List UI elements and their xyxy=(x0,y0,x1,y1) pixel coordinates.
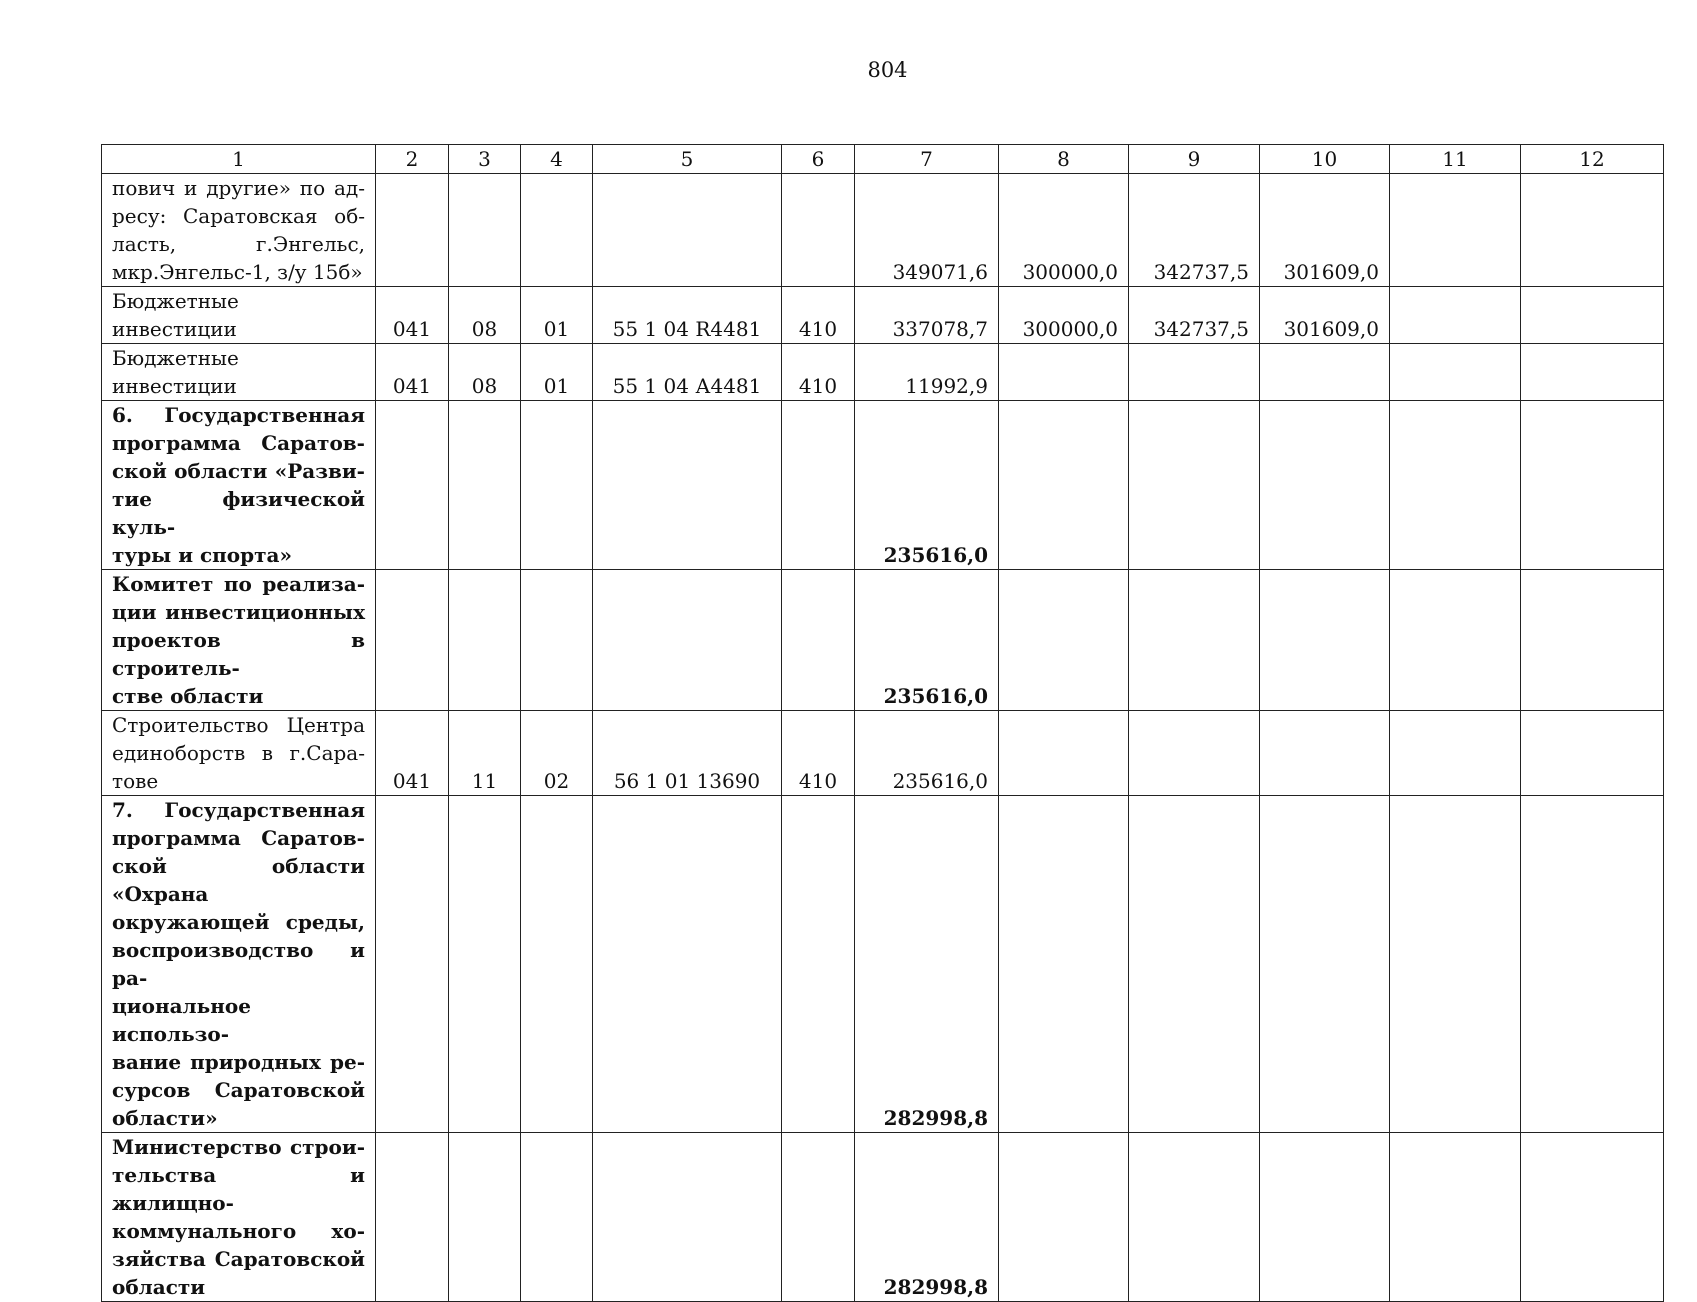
cell-col-9 xyxy=(1129,711,1260,796)
table-row xyxy=(102,287,1664,344)
cell-col-7: 235616,0 xyxy=(855,711,999,796)
cell-col-9 xyxy=(1129,570,1260,711)
cell-col-3 xyxy=(449,401,521,570)
cell-col-7: 235616,0 xyxy=(855,570,999,711)
cell-col-11 xyxy=(1390,401,1521,570)
description-line: вание природных ре- xyxy=(112,1050,365,1074)
cell-col-10 xyxy=(1260,796,1390,1133)
cell-col-6: 410 xyxy=(782,287,855,344)
cell-col-12 xyxy=(1521,174,1664,287)
cell-col-12 xyxy=(1521,570,1664,711)
cell-col-8 xyxy=(999,711,1129,796)
row-description xyxy=(102,796,376,1133)
description-line: Комитет по реализа- xyxy=(112,572,365,596)
cell-col-2: 041 xyxy=(376,711,449,796)
cell-col-10: 301609,0 xyxy=(1260,174,1390,287)
cell-col-6: 410 xyxy=(782,344,855,401)
cell-col-12 xyxy=(1521,287,1664,344)
cell-col-4 xyxy=(521,796,593,1133)
cell-col-2 xyxy=(376,401,449,570)
cell-col-5 xyxy=(593,174,782,287)
cell-col-4: 01 xyxy=(521,287,593,344)
description-line: тове xyxy=(112,769,159,793)
cell-col-3: 08 xyxy=(449,344,521,401)
cell-col-5: 56 1 01 13690 xyxy=(593,711,782,796)
table-row xyxy=(102,711,1664,796)
cell-col-12 xyxy=(1521,796,1664,1133)
cell-col-9: 342737,5 xyxy=(1129,287,1260,344)
cell-col-2: 041 xyxy=(376,344,449,401)
description-line: стве области xyxy=(112,684,264,708)
row-description xyxy=(102,711,376,796)
cell-col-7: 349071,6 xyxy=(855,174,999,287)
cell-col-6 xyxy=(782,401,855,570)
description-line: ции инвестиционных xyxy=(112,600,365,624)
cell-col-9 xyxy=(1129,344,1260,401)
cell-col-4 xyxy=(521,570,593,711)
description-line: единоборств в г.Сара- xyxy=(112,741,365,765)
cell-col-2 xyxy=(376,796,449,1133)
cell-col-8 xyxy=(999,344,1129,401)
cell-col-3: 11 xyxy=(449,711,521,796)
column-number-1: 1 xyxy=(102,145,376,174)
cell-col-4 xyxy=(521,174,593,287)
row-description xyxy=(102,570,376,711)
cell-col-2 xyxy=(376,570,449,711)
description-line: области xyxy=(112,1275,206,1299)
description-line: Бюджетные инвестиции xyxy=(112,346,239,398)
cell-col-8: 300000,0 xyxy=(999,287,1129,344)
column-number-5: 5 xyxy=(593,145,782,174)
description-line: ской области «Охрана xyxy=(112,854,365,906)
cell-col-8 xyxy=(999,401,1129,570)
cell-col-11 xyxy=(1390,796,1521,1133)
cell-col-8 xyxy=(999,570,1129,711)
description-line: Строительство Центра xyxy=(112,713,365,737)
table-row xyxy=(102,401,1664,570)
cell-col-3 xyxy=(449,570,521,711)
description-line: 7. Государственная xyxy=(112,798,365,822)
cell-col-4 xyxy=(521,1133,593,1302)
cell-col-9 xyxy=(1129,796,1260,1133)
cell-col-9: 342737,5 xyxy=(1129,174,1260,287)
cell-col-10 xyxy=(1260,401,1390,570)
column-number-12: 12 xyxy=(1521,145,1664,174)
description-line: ресу: Саратовская об- xyxy=(112,204,365,228)
description-line: Бюджетные инвестиции xyxy=(112,289,239,341)
cell-col-7: 282998,8 xyxy=(855,796,999,1133)
cell-col-10: 301609,0 xyxy=(1260,287,1390,344)
cell-col-11 xyxy=(1390,174,1521,287)
cell-col-10 xyxy=(1260,570,1390,711)
description-line: циональное использо- xyxy=(112,994,251,1046)
cell-col-8 xyxy=(999,1133,1129,1302)
budget-table xyxy=(101,144,1664,1302)
cell-col-4: 01 xyxy=(521,344,593,401)
cell-col-9 xyxy=(1129,1133,1260,1302)
column-number-10: 10 xyxy=(1260,145,1390,174)
cell-col-10 xyxy=(1260,1133,1390,1302)
description-line: программа Саратов- xyxy=(112,431,365,455)
column-number-4: 4 xyxy=(521,145,593,174)
description-line: Министерство строи- xyxy=(112,1135,365,1159)
cell-col-11 xyxy=(1390,570,1521,711)
description-line: области» xyxy=(112,1106,218,1130)
column-number-6: 6 xyxy=(782,145,855,174)
cell-col-12 xyxy=(1521,344,1664,401)
cell-col-5 xyxy=(593,570,782,711)
row-description xyxy=(102,287,376,344)
cell-col-12 xyxy=(1521,1133,1664,1302)
column-number-7: 7 xyxy=(855,145,999,174)
description-line: ласть, г.Энгельс, xyxy=(112,232,365,256)
cell-col-11 xyxy=(1390,711,1521,796)
description-line: зяйства Саратовской xyxy=(112,1247,365,1271)
cell-col-5 xyxy=(593,401,782,570)
table-row xyxy=(102,344,1664,401)
cell-col-3 xyxy=(449,174,521,287)
description-line: проектов в строитель- xyxy=(112,628,365,680)
description-line: туры и спорта» xyxy=(112,543,292,567)
cell-col-3: 08 xyxy=(449,287,521,344)
cell-col-7: 282998,8 xyxy=(855,1133,999,1302)
cell-col-6 xyxy=(782,1133,855,1302)
column-number-11: 11 xyxy=(1390,145,1521,174)
cell-col-5: 55 1 04 А4481 xyxy=(593,344,782,401)
cell-col-8: 300000,0 xyxy=(999,174,1129,287)
cell-col-2 xyxy=(376,174,449,287)
cell-col-5 xyxy=(593,1133,782,1302)
table-row xyxy=(102,174,1664,287)
cell-col-3 xyxy=(449,796,521,1133)
cell-col-4 xyxy=(521,401,593,570)
description-line: ской области «Разви- xyxy=(112,459,365,483)
column-number-3: 3 xyxy=(449,145,521,174)
description-line: окружающей среды, xyxy=(112,910,365,934)
description-line: коммунального хо- xyxy=(112,1219,365,1243)
cell-col-3 xyxy=(449,1133,521,1302)
cell-col-10 xyxy=(1260,344,1390,401)
description-line: программа Саратов- xyxy=(112,826,365,850)
table-row xyxy=(102,796,1664,1133)
description-line: сурсов Саратовской xyxy=(112,1078,365,1102)
description-line: тельства и жилищно- xyxy=(112,1163,365,1215)
cell-col-5 xyxy=(593,796,782,1133)
cell-col-6 xyxy=(782,174,855,287)
column-number-8: 8 xyxy=(999,145,1129,174)
row-description xyxy=(102,1133,376,1302)
column-number-9: 9 xyxy=(1129,145,1260,174)
cell-col-6: 410 xyxy=(782,711,855,796)
cell-col-2 xyxy=(376,1133,449,1302)
description-line: пович и другие» по ад- xyxy=(112,176,365,200)
cell-col-10 xyxy=(1260,711,1390,796)
table-row xyxy=(102,570,1664,711)
row-description xyxy=(102,401,376,570)
cell-col-8 xyxy=(999,796,1129,1133)
description-line: 6. Государственная xyxy=(112,403,365,427)
cell-col-7: 337078,7 xyxy=(855,287,999,344)
description-line: воспроизводство и ра- xyxy=(112,938,365,990)
cell-col-6 xyxy=(782,570,855,711)
column-number-row xyxy=(102,145,1664,174)
column-number-2: 2 xyxy=(376,145,449,174)
cell-col-11 xyxy=(1390,287,1521,344)
page-number: 804 xyxy=(867,58,908,82)
cell-col-4: 02 xyxy=(521,711,593,796)
table-row xyxy=(102,1133,1664,1302)
row-description xyxy=(102,344,376,401)
cell-col-7: 11992,9 xyxy=(855,344,999,401)
cell-col-9 xyxy=(1129,401,1260,570)
description-line: мкр.Энгельс-1, з/у 15б» xyxy=(112,260,363,284)
cell-col-12 xyxy=(1521,401,1664,570)
row-description xyxy=(102,174,376,287)
cell-col-11 xyxy=(1390,1133,1521,1302)
cell-col-5: 55 1 04 R4481 xyxy=(593,287,782,344)
cell-col-12 xyxy=(1521,711,1664,796)
cell-col-7: 235616,0 xyxy=(855,401,999,570)
description-line: тие физической куль- xyxy=(112,487,365,539)
cell-col-2: 041 xyxy=(376,287,449,344)
cell-col-6 xyxy=(782,796,855,1133)
cell-col-11 xyxy=(1390,344,1521,401)
table-body xyxy=(102,174,1664,1302)
